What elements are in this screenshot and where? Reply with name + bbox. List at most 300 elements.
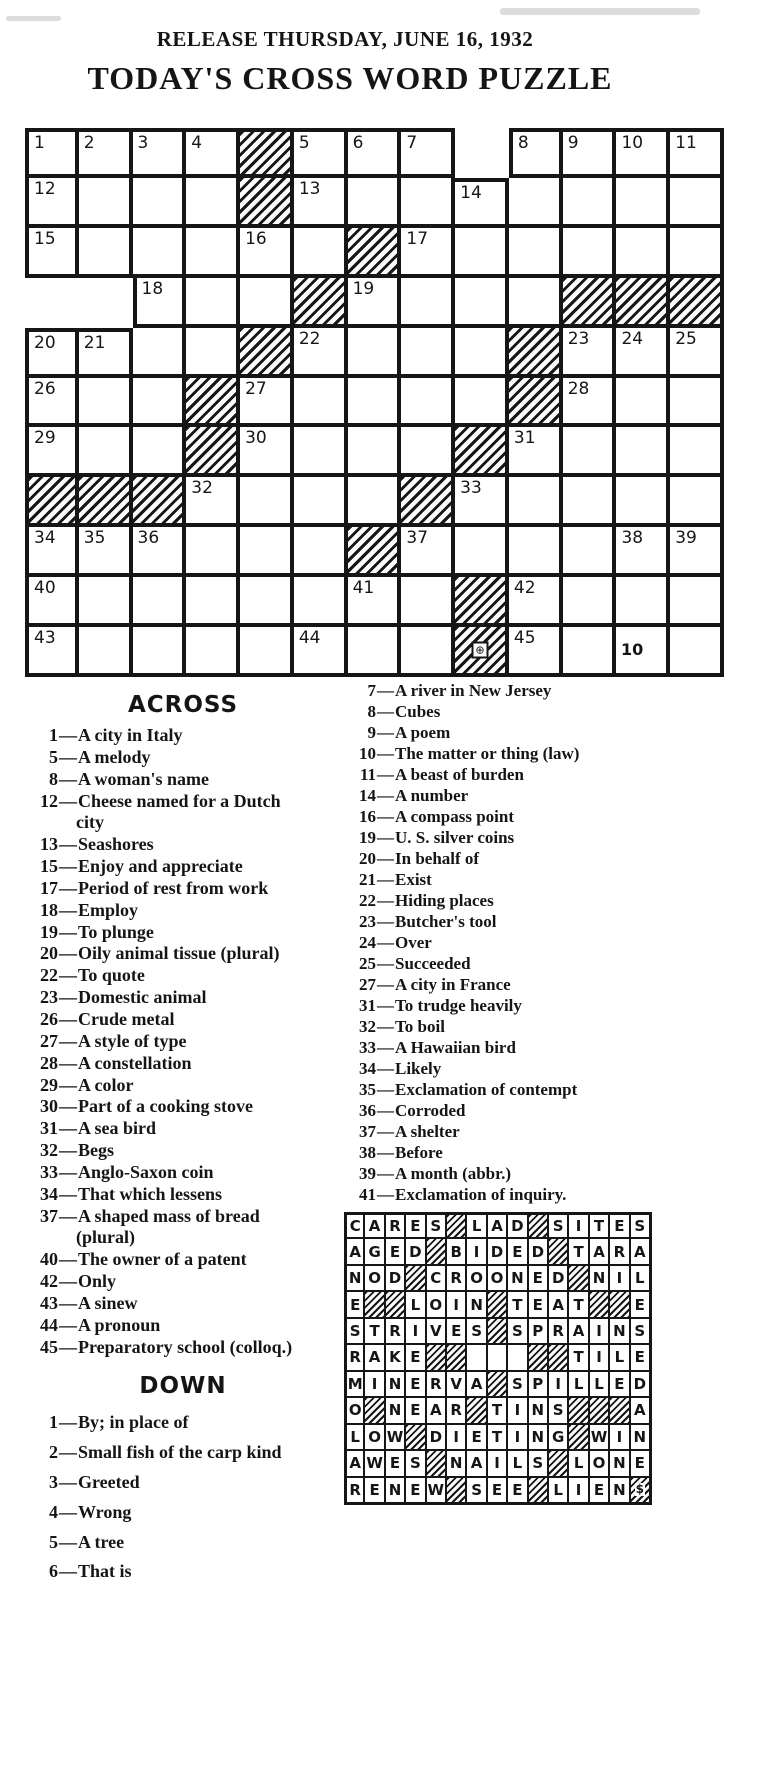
solution-letter: L [512,1454,523,1473]
clue-number: 29 [34,428,56,449]
grid-cell[interactable] [133,577,187,627]
grid-cell[interactable] [348,178,402,228]
grid-cell[interactable] [79,577,133,627]
grid-cell[interactable] [79,328,133,378]
grid-cell[interactable] [563,378,617,428]
clue-item-text: Exist [395,870,432,889]
grid-cell[interactable] [186,477,240,527]
clue-item-number: 24 [359,933,376,952]
grid-cell[interactable] [563,527,617,577]
solution-cell [365,1345,385,1371]
clue-dash: — [59,1561,77,1582]
clue-item [346,1100,682,1121]
solution-letter: R [613,1242,626,1261]
grid-cell[interactable] [348,328,402,378]
clue-item-number: 22 [359,891,376,910]
clue-item [346,1058,682,1079]
grid-cell[interactable] [670,527,724,577]
grid-cell[interactable] [186,128,240,178]
clue-number: 6 [352,133,364,153]
clue-dash: — [59,790,77,811]
grid-cell[interactable] [294,378,348,428]
solution-cell [631,1345,651,1371]
clue-item-number: 5 [49,746,58,767]
grid-cell-black [348,228,402,278]
grid-cell[interactable] [509,527,563,577]
grid-cell[interactable] [240,577,294,627]
solution-letter: L [553,1480,563,1499]
clue-dash: — [59,1249,77,1270]
solution-cell [427,1319,447,1345]
grid-cell[interactable] [509,477,563,527]
grid-cell[interactable] [133,427,187,477]
solution-letter: I [596,1348,602,1367]
solution-letter: L [573,1374,584,1393]
grid-cell[interactable] [401,577,455,627]
grid-cell[interactable] [240,427,294,477]
grid-cell[interactable] [294,228,348,278]
grid-cell[interactable] [133,278,187,328]
grid-cell[interactable] [401,328,455,378]
solution-letter: A [470,1374,483,1393]
solution-letter: S [349,1322,361,1341]
grid-cell[interactable] [240,627,294,677]
solution-letter: A [633,1401,646,1420]
clue-dash: — [377,1122,394,1141]
grid-cell[interactable] [616,178,670,228]
clue-item-text: Seashores [78,834,154,855]
clue-item [346,1184,682,1205]
solution-cell [345,1345,365,1371]
clue-dash: — [59,856,77,877]
clue-dash: — [377,807,394,826]
solution-letter: N [388,1480,402,1499]
solution-letter: L [594,1374,604,1393]
grid-cell[interactable] [455,378,509,428]
grid-cell[interactable] [25,627,79,677]
down-clue-list-start [32,1408,334,1587]
clue-item-text: The owner of a patent [78,1249,247,1270]
grid-cell[interactable] [186,228,240,278]
solution-cell [345,1398,365,1424]
solution-cell [365,1239,385,1265]
clue-item-text: Period of rest from work [78,877,269,898]
grid-outside [79,278,133,328]
clue-item-text: Hiding places [395,891,494,910]
grid-cell[interactable] [294,128,348,178]
clue-dash: — [377,996,394,1015]
grid-cell[interactable] [509,577,563,627]
grid-cell[interactable] [616,477,670,527]
solution-cell-black [610,1398,630,1424]
grid-cell[interactable] [563,328,617,378]
clue-dash: — [59,1412,77,1433]
grid-cell[interactable] [509,427,563,477]
solution-letter: N [531,1427,545,1446]
clue-item-text: Employ [78,899,139,920]
clue-item [32,1162,334,1184]
solution-letter: D [388,1269,402,1288]
grid-cell[interactable] [348,378,402,428]
grid-cell[interactable] [616,427,670,477]
solution-letter: B [450,1242,462,1261]
clue-item-number: 5 [49,1531,58,1552]
grid-cell[interactable] [670,128,724,178]
solution-cell [508,1292,528,1318]
clue-item-text: A city in France [395,975,511,994]
clue-item-number: 10 [359,744,376,763]
solution-letter: E [410,1348,421,1367]
clue-number: 1 [34,133,45,153]
grid-cell[interactable] [133,178,187,228]
solution-cell-black [447,1478,467,1504]
grid-cell[interactable] [401,228,455,278]
grid-cell[interactable] [133,627,187,677]
solution-cell [610,1266,630,1292]
grid-cell[interactable] [670,178,724,228]
grid-cell[interactable] [616,128,670,178]
grid-cell[interactable] [79,228,133,278]
solution-cell [508,1239,528,1265]
solution-letter: E [410,1374,421,1393]
clue-dash: — [377,870,394,889]
clue-dash: — [377,1143,394,1162]
grid-cell[interactable] [240,278,294,328]
grid-cell[interactable] [294,527,348,577]
clue-item-text: A beast of burden [395,765,524,784]
solution-cell [427,1266,447,1292]
grid-cell[interactable] [401,527,455,577]
solution-cell-black [529,1213,549,1239]
clue-item-number: 32 [359,1017,376,1036]
grid-cell[interactable] [186,627,240,677]
clue-dash: — [377,1185,394,1204]
grid-cell[interactable] [294,328,348,378]
grid-cell[interactable] [133,378,187,428]
clue-item [32,1184,334,1206]
clue-item-text: Part of a cooking stove [78,1096,253,1117]
grid-cell[interactable] [401,178,455,228]
signature-mark: $ [635,1482,644,1497]
solution-letter: T [369,1322,380,1341]
solution-cell-black [467,1398,487,1424]
clue-item-text: Exclamation of inquiry. [395,1185,567,1204]
grid-cell[interactable] [563,228,617,278]
across-heading: ACROSS [127,692,239,718]
grid-cell[interactable] [455,228,509,278]
grid-cell-black [348,527,402,577]
grid-cell-black [670,278,724,328]
solution-cell [345,1292,365,1318]
clue-dash: — [59,1052,77,1073]
clue-number: 13 [298,178,321,199]
crossword-grid [25,128,724,677]
grid-cell-black [401,477,455,527]
grid-cell[interactable] [133,228,187,278]
solution-letter: P [532,1374,544,1393]
grid-cell[interactable] [509,278,563,328]
grid-cell[interactable] [133,328,187,378]
clue-item [346,848,682,869]
solution-letter: N [613,1480,626,1499]
grid-cell[interactable] [455,328,509,378]
solution-letter: I [596,1322,602,1341]
solution-cell [386,1372,406,1398]
clue-number: 40 [34,578,56,599]
clue-item-number: 1 [49,1412,58,1433]
clue-item [32,1249,334,1271]
solution-letter: E [512,1242,523,1261]
grid-cell[interactable] [79,527,133,577]
clue-dash: — [377,1038,394,1057]
grid-cell[interactable] [563,128,617,178]
solution-letter: S [634,1322,646,1341]
solution-letter: G [368,1242,381,1261]
grid-cell[interactable] [294,477,348,527]
clue-number: 8 [517,133,529,153]
solution-cell-black [529,1478,549,1504]
solution-cell [590,1266,610,1292]
grid-cell[interactable] [348,477,402,527]
grid-cell[interactable] [616,577,670,627]
grid-cell[interactable] [25,328,79,378]
solution-cell [631,1398,651,1424]
solution-letter: E [614,1217,625,1236]
solution-cell [467,1345,487,1371]
solution-letter: A [349,1242,361,1261]
clue-item [346,680,682,701]
solution-letter: O [368,1427,381,1446]
clue-dash: — [59,834,77,855]
solution-cell [508,1345,528,1371]
solution-cell [590,1319,610,1345]
grid-cell[interactable] [186,577,240,627]
clue-number: 38 [621,528,644,549]
solution-cell [549,1372,569,1398]
solution-cell [590,1451,610,1477]
grid-cell[interactable] [455,527,509,577]
solution-cell-black [549,1451,569,1477]
grid-cell[interactable] [401,627,455,677]
solution-cell [569,1239,589,1265]
solution-cell [610,1239,630,1265]
grid-cell[interactable] [25,427,79,477]
grid-cell[interactable] [563,577,617,627]
clue-item [346,722,682,743]
solution-cell [631,1239,651,1265]
grid-cell[interactable] [563,427,617,477]
scan-smudge [6,16,61,21]
grid-cell[interactable] [670,477,724,527]
solution-letter: E [491,1480,503,1499]
solution-letter: I [575,1480,582,1499]
grid-cell[interactable] [563,477,617,527]
grid-cell[interactable] [240,378,294,428]
grid-cell[interactable] [79,627,133,677]
clue-item-number: 3 [49,1472,58,1493]
solution-letter: I [616,1427,623,1446]
grid-cell[interactable] [294,178,348,228]
solution-letter: A [491,1217,503,1236]
grid-cell[interactable] [79,427,133,477]
grid-cell[interactable] [25,527,79,577]
grid-cell[interactable] [509,627,563,677]
solution-cell-black [406,1266,426,1292]
solution-letter: A [349,1454,361,1473]
clue-item-number: 20 [359,849,376,868]
grid-cell[interactable] [348,627,402,677]
grid-cell[interactable] [509,178,563,228]
grid-cell[interactable] [348,128,402,178]
grid-cell[interactable] [186,178,240,228]
solution-cell-black [406,1425,426,1451]
grid-cell[interactable] [670,627,724,677]
solution-cell [345,1451,365,1477]
clue-item [32,1140,334,1162]
grid-cell[interactable] [294,627,348,677]
solution-cell [447,1266,467,1292]
grid-cell[interactable] [240,477,294,527]
grid-cell[interactable] [455,477,509,527]
solution-cell-black [569,1266,589,1292]
grid-cell[interactable] [25,178,79,228]
grid-cell[interactable] [670,328,724,378]
grid-cell[interactable] [294,427,348,477]
grid-cell[interactable] [25,128,79,178]
solution-cell [631,1292,651,1318]
solution-cell-black [529,1345,549,1371]
solution-cell [386,1425,406,1451]
solution-letter: I [514,1427,521,1446]
solution-letter: L [614,1348,625,1367]
clue-number: 22 [298,328,321,349]
solution-letter: L [471,1217,482,1236]
left-clue-column [32,692,334,1587]
solution-cell [569,1292,589,1318]
clue-item-number: 11 [359,765,376,784]
clue-dash: — [377,975,394,994]
grid-cell[interactable] [509,128,563,178]
clue-item-number: 45 [40,1336,58,1357]
clue-number: 11 [675,133,697,153]
clue-item-text: A shelter [395,1122,460,1141]
grid-cell[interactable] [133,527,187,577]
clue-item-text: By; in place of [78,1412,189,1433]
clue-dash: — [377,891,394,910]
solution-letter: W [427,1480,445,1499]
grid-cell[interactable] [616,228,670,278]
solution-cell-black [427,1345,447,1371]
solution-cell [529,1319,549,1345]
grid-cell[interactable] [616,378,670,428]
clue-dash: — [377,954,394,973]
solution-letter: E [634,1348,645,1367]
grid-cell[interactable] [401,128,455,178]
clue-item [32,1498,334,1528]
grid-cell[interactable] [455,178,509,228]
clue-item-number: 29 [40,1074,58,1095]
solution-letter: T [491,1401,503,1420]
clue-item-text: To quote [78,965,145,986]
grid-cell[interactable] [186,278,240,328]
grid-cell[interactable] [348,278,402,328]
solution-letter: O [592,1454,606,1473]
grid-cell[interactable] [401,427,455,477]
puzzle-title: TODAY'S CROSS WORD PUZZLE [87,60,613,96]
clue-item-text: Enjoy and appreciate [78,856,243,877]
grid-cell[interactable] [616,328,670,378]
clue-item-text: Crude metal [78,1008,175,1029]
grid-cell[interactable] [401,278,455,328]
solution-letter: C [430,1269,442,1288]
solution-cell [508,1319,528,1345]
grid-outside [455,128,509,178]
grid-cell[interactable] [25,228,79,278]
solution-letter: E [389,1242,401,1261]
solution-letter: A [368,1348,381,1367]
solution-letter: N [388,1401,402,1420]
grid-cell[interactable] [670,228,724,278]
clue-dash: — [59,987,77,1008]
grid-cell[interactable] [240,228,294,278]
grid-cell[interactable] [25,577,79,627]
clue-number: 2 [83,133,95,153]
grid-cell[interactable] [670,378,724,428]
grid-cell[interactable] [670,427,724,477]
grid-cell[interactable] [509,228,563,278]
grid-cell-black [509,378,563,428]
grid-cell[interactable] [455,278,509,328]
solution-letter: S [430,1217,442,1236]
grid-cell[interactable] [186,328,240,378]
solution-letter: P [532,1322,544,1341]
grid-cell[interactable] [401,378,455,428]
solution-cell [610,1478,630,1504]
grid-cell[interactable] [79,128,133,178]
grid-cell[interactable] [133,128,187,178]
grid-cell[interactable] [563,178,617,228]
clue-item-number: 18 [40,899,58,920]
grid-cell[interactable] [25,378,79,428]
clue-dash: — [377,849,394,868]
grid-cell[interactable] [186,527,240,577]
grid-cell[interactable] [79,178,133,228]
solution-cell [549,1266,569,1292]
grid-cell[interactable] [294,577,348,627]
clue-item [346,827,682,848]
clue-item-number: 23 [359,912,376,931]
solution-letter: O [348,1401,362,1420]
clue-dash: — [377,702,394,721]
grid-cell[interactable] [348,427,402,477]
solution-cell [549,1292,569,1318]
grid-cell[interactable] [240,527,294,577]
clue-number: 42 [513,578,536,599]
grid-cell[interactable] [563,627,617,677]
grid-cell-black [186,427,240,477]
grid-cell[interactable] [348,577,402,627]
clue-item-text: A woman's name [78,768,210,789]
clue-item-text: Cheese named for a Dutch [78,790,281,811]
clue-item-number: 31 [40,1118,58,1139]
clue-dash: — [377,765,394,784]
grid-cell[interactable] [670,577,724,627]
grid-cell[interactable] [616,527,670,577]
solution-letter: N [613,1454,626,1473]
grid-cell[interactable] [79,378,133,428]
down-clue-list-continued [346,680,682,1205]
clue-item-text: To boil [395,1017,445,1036]
